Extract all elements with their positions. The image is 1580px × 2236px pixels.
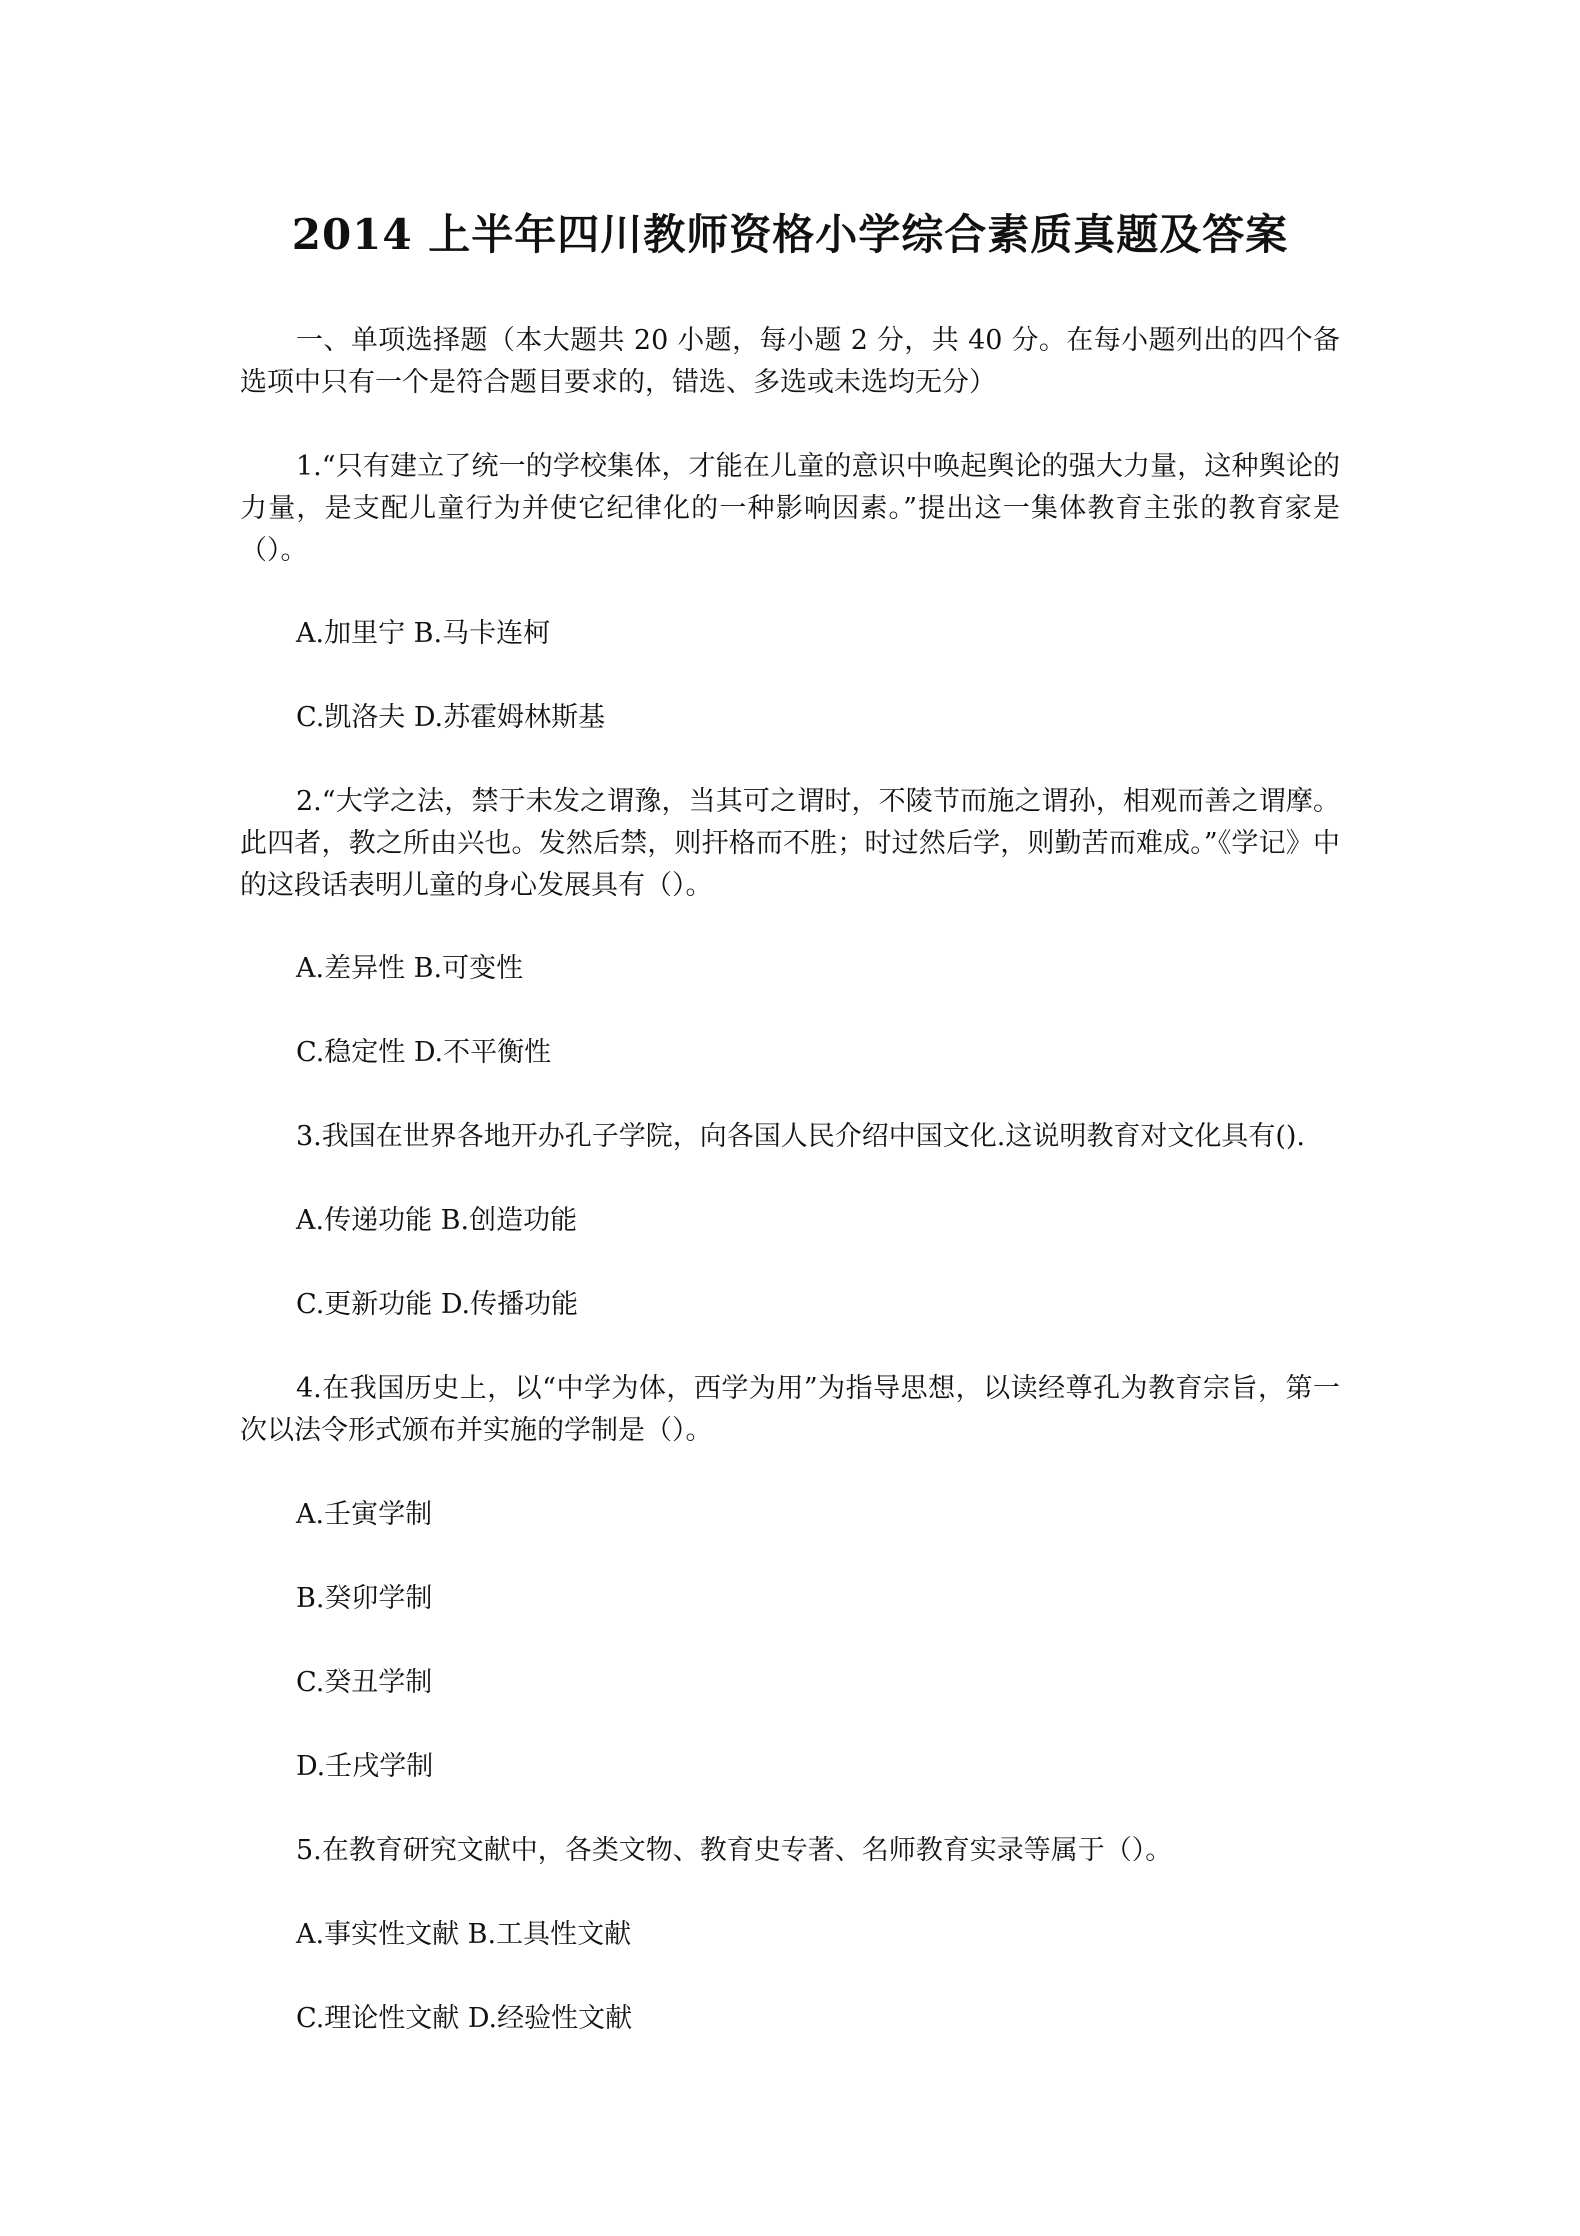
question-4-option-b: B.癸卯学制 — [296, 1583, 433, 1614]
page-title: 2014 上半年四川教师资格小学综合素质真题及答案 — [291, 210, 1289, 259]
question-2-stem: 2.“大学之法，禁于未发之谓豫，当其可之谓时，不陵节而施之谓孙，相观而善之谓摩。此四者，教之所由兴也。发然后禁，则扞格而不胜；时过然后学，则勤苦而难成。”《学记》中的这段话表明儿童的身心发展具有（）。 — [240, 786, 1340, 901]
question-1-option-line: A.加里宁 B.马卡连柯 — [296, 618, 551, 649]
question-3-option-line: A.传递功能 B.创造功能 — [296, 1205, 578, 1236]
question-5-stem: 5.在教育研究文献中，各类文物、教育史专著、名师教育实录等属于（）。 — [296, 1835, 1173, 1866]
question-1-stem: 1.“只有建立了统一的学校集体，才能在儿童的意识中唤起舆论的强大力量，这种舆论的力量，是支配儿童行为并使它纪律化的一种影响因素。”提出这一集体教育主张的教育家是（）。 — [240, 451, 1340, 566]
question-4-option-c: C.癸丑学制 — [296, 1667, 433, 1698]
question-5-option-line: C.理论性文献 D.经验性文献 — [296, 2003, 633, 2034]
question-5-option-line: A.事实性文献 B.工具性文献 — [296, 1919, 632, 1950]
section-heading: 一、单项选择题（本大题共 20 小题，每小题 2 分，共 40 分。在每小题列出的四个备选项中只有一个是符合题目要求的，错选、多选或未选均无分） — [240, 325, 1340, 398]
question-4-stem: 4.在我国历史上，以“中学为体，西学为用”为指导思想，以读经尊孔为教育宗旨，第一次以法令形式颁布并实施的学制是（）。 — [240, 1373, 1340, 1446]
question-2-option-line: C.稳定性 D.不平衡性 — [296, 1037, 552, 1068]
question-4-option-a: A.壬寅学制 — [296, 1499, 433, 1530]
question-3-stem: 3.我国在世界各地开办孔子学院，向各国人民介绍中国文化.这说明教育对文化具有(). — [296, 1121, 1305, 1152]
question-1-option-line: C.凯洛夫 D.苏霍姆林斯基 — [296, 702, 606, 733]
question-3-option-line: C.更新功能 D.传播功能 — [296, 1289, 579, 1320]
question-2-option-line: A.差异性 B.可变性 — [296, 953, 524, 984]
question-4-option-d: D.壬戌学制 — [296, 1751, 434, 1782]
